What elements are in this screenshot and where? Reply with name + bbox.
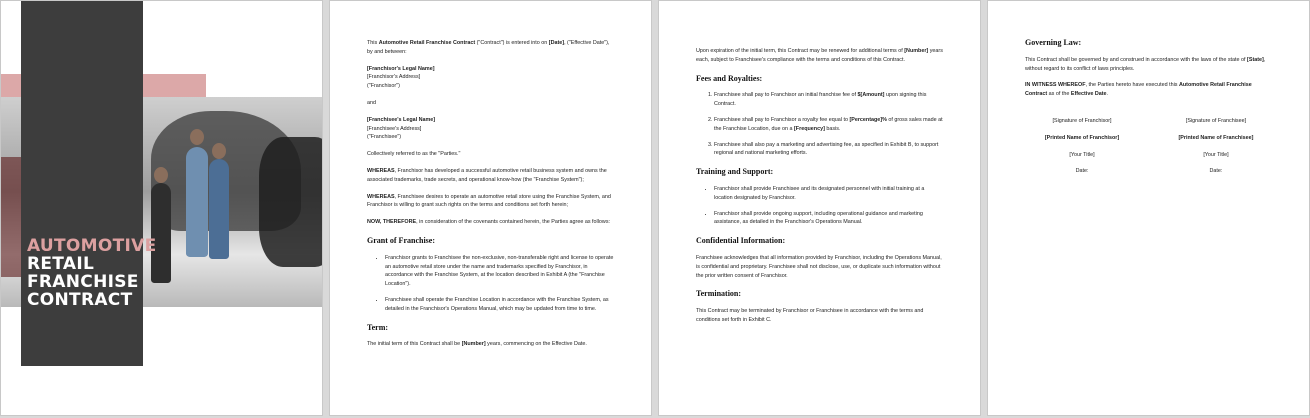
signature-date: Date: (1209, 168, 1223, 175)
termination-paragraph: This Contract may be terminated by Franchisor or Franchisee in accordance with the terms and conditions set forth in Exhibit C. (696, 308, 924, 323)
training-item: • Franchisor shall provide Franchisee and its designated personnel with initial training at a location designated by Franchisor. (714, 185, 944, 203)
page3-body (696, 47, 944, 333)
grant-item: • Franchisor grants to Franchisee the non-exclusive, non-transferable right and license to operate an automotive retail store under the name and trademarks specified by Franchisor, in accordance with the Franchise System, at the location described in Exhibit A (the "Franchise Location"). (385, 254, 615, 289)
training-item: • Franchisor shall provide ongoing support, including operational guidance and marketing assistance, as detailed in the Franchisor's Operations Manual. (714, 210, 944, 228)
now-therefore: NOW, THEREFORE, in consideration of the covenants contained herein, the Parties agree as follows: (367, 219, 611, 226)
grant-list (367, 254, 615, 314)
renewal-paragraph: Upon expiration of the initial term, this Contract may be renewed for additional terms of [Number] years each, subject to Franchisee's compliance with the terms and conditions of this Contract. (696, 48, 943, 63)
grant-heading: Grant of Franchise: (367, 235, 435, 245)
training-list (696, 185, 944, 227)
signer-title: [Your Title] (1203, 151, 1229, 158)
fee-item: 3. Franchisee shall also pay a marketing and advertising fee, as specified in Exhibit B, to support regional and national marketing efforts. (714, 141, 944, 159)
confidential-paragraph: Franchisee acknowledges that all information provided by Franchisor, including the Operations Manual, is confidential and proprietary. Franchisee shall not disclose, use, or duplicate such information without the prior written consent of Franchisor. (696, 254, 942, 279)
signature-line: [Signature of Franchisor] (1052, 117, 1112, 124)
fee-item: 1. Franchisee shall pay to Franchisor an initial franchise fee of $[Amount] upon signing this Contract. (714, 91, 944, 109)
franchisor-block: [Franchisor's Legal Name] [Franchisor's Address] ("Franchisor") (367, 65, 435, 90)
fee-item: 2. Franchisee shall pay to Franchisor a royalty fee equal to [Percentage]% of gross sales made at the Franchise Location, due on a [Frequency] basis. (714, 116, 944, 134)
franchisee-block: [Franchisee's Legal Name] [Franchisee's Address] ("Franchisee") (367, 116, 436, 141)
signer-title: [Your Title] (1069, 151, 1095, 158)
whereas-2: WHEREAS, Franchisee desires to operate an automotive retail store using the Franchise System, and Franchisor is willing to grant such rights on the terms and conditions set forth herein; (367, 193, 611, 209)
page4-body (1025, 35, 1273, 184)
printed-name: [Printed Name of Franchisee] (1178, 134, 1254, 141)
governing-law-paragraph: This Contract shall be governed by and construed in accordance with the laws of the state of [State], without regard to its conflict of laws principles. (1025, 56, 1266, 72)
franchisor-signature (1025, 117, 1139, 184)
cover-title (27, 237, 167, 309)
grant-item: • Franchisee shall operate the Franchise Location in accordance with the Franchise System, as detailed in the Franchisor's Operations Manual, which may be updated from time to time. (385, 296, 615, 314)
term-paragraph: The initial term of this Contract shall be [Number] years, commencing on the Effective Date. (367, 341, 587, 348)
signature-block (1025, 117, 1273, 184)
training-heading: Training and Support: (696, 167, 774, 177)
cover-title-line4: CONTRACT (27, 290, 133, 310)
termination-heading: Termination: (696, 289, 742, 299)
whereas-1: WHEREAS, Franchisor has developed a successful automotive retail business system and owns the associated trademarks, trade secrets, and operational know-how (the "Franchise System"); (367, 167, 607, 183)
signature-line: [Signature of Franchisee] (1185, 117, 1247, 124)
cover-page (0, 0, 323, 416)
document-page-2 (329, 0, 652, 416)
intro-paragraph: This Automotive Retail Franchise Contract ("Contract") is entered into on [Date], ("Effective Date"), by and between: (367, 40, 610, 55)
fees-heading: Fees and Royalties: (696, 73, 763, 83)
cover-title-panel (21, 1, 143, 366)
confidential-heading: Confidential Information: (696, 236, 786, 246)
governing-law-heading: Governing Law: (1025, 38, 1082, 47)
cover-title-line3: FRANCHISE (27, 272, 139, 292)
printed-name: [Printed Name of Franchisor] (1044, 134, 1120, 141)
cover-title-line2: RETAIL (27, 254, 95, 274)
document-page-4 (987, 0, 1310, 416)
cover-title-line1: AUTOMOTIVE (27, 236, 157, 256)
term-heading: Term: (367, 322, 389, 332)
document-page-3 (658, 0, 981, 416)
fees-list (696, 91, 944, 158)
collective-text: Collectively referred to as the "Parties." (367, 151, 461, 158)
signature-date: Date: (1075, 168, 1089, 175)
and-text: and (367, 99, 376, 106)
franchisee-signature (1159, 117, 1273, 184)
page2-body (367, 39, 615, 357)
witness-paragraph: IN WITNESS WHEREOF, the Parties hereto have executed this Automotive Retail Franchise Contract as of the Effective Date. (1025, 82, 1252, 98)
